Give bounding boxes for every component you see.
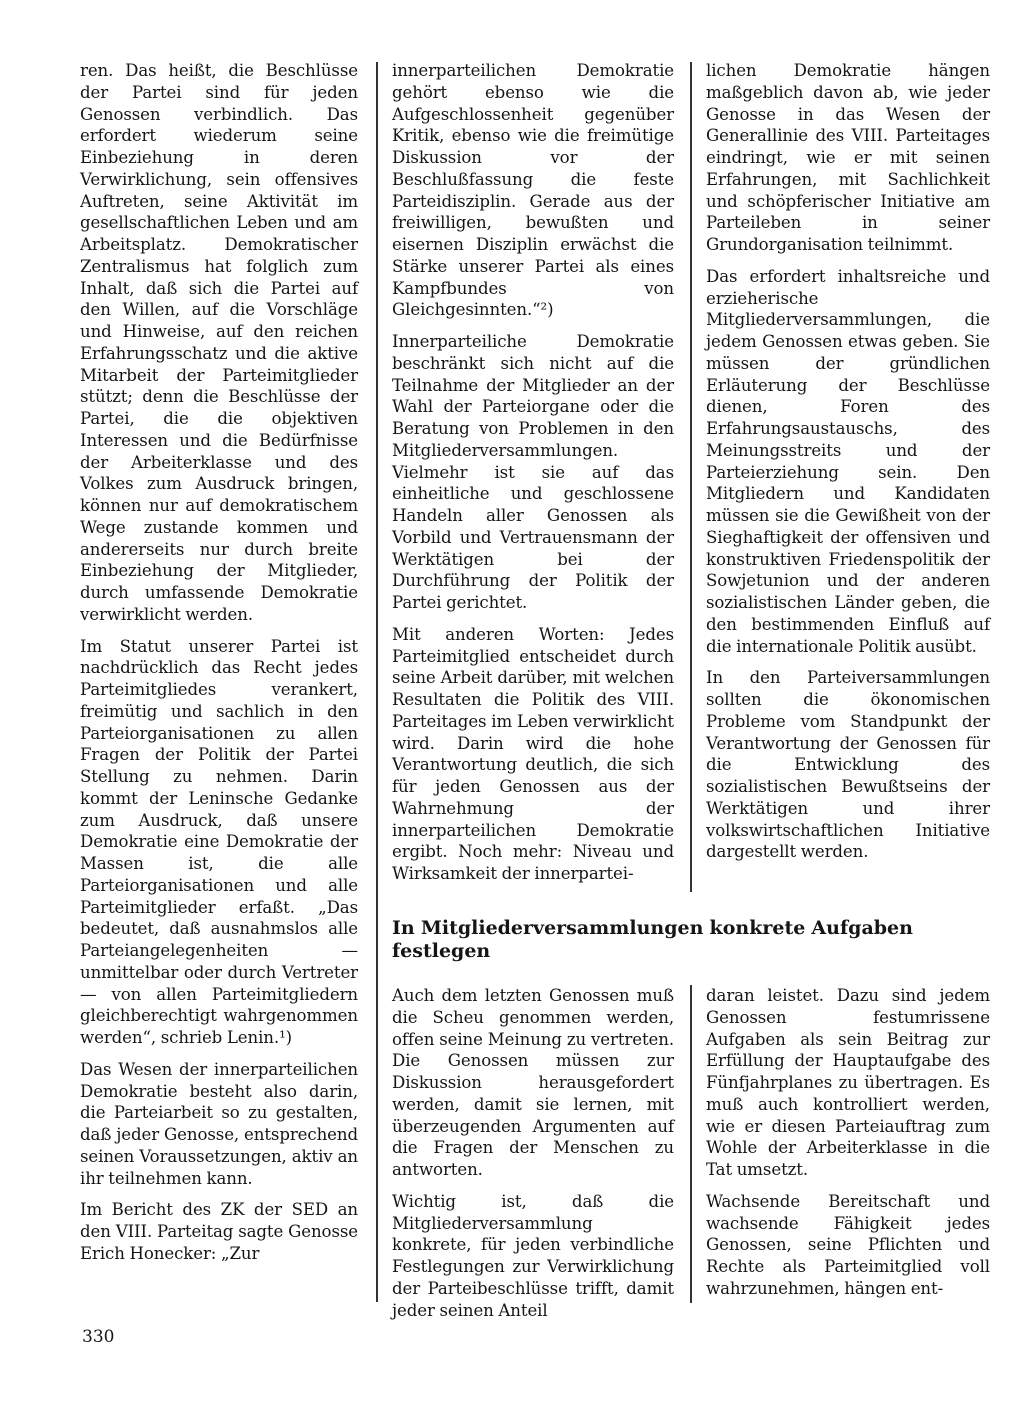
paragraph: In den Parteiversammlungen sollten die ökonomischen Probleme vom Standpunkt der Verantwortung der Genossen für die Entwicklung des sozialistischen Bewußtseins der Werktätigen und ihrer volkswirtschaftlichen Initiative dargestellt werden. <box>706 668 990 862</box>
paragraph: Das Wesen der innerparteilichen Demokratie besteht also darin, die Parteiarbeit so zu gestalten, daß jeder Genosse, entsprechend seinen Voraussetzungen, aktiv an ihr teilnehmen kann. <box>80 1059 358 1188</box>
column-divider <box>690 985 692 1303</box>
paragraph: Wichtig ist, daß die Mitgliederversammlung konkrete, für jeden verbindliche Festlegungen zur Verwirklichung der Parteibeschlüsse trifft, damit jeder seinen Anteil <box>392 1191 674 1320</box>
paragraph: Das erfordert inhaltsreiche und erzieherische Mitgliederversammlungen, die jedem Genossen etwas geben. Sie müssen der gründlichen Erläuterung der Beschlüsse dienen, Foren des Erfahrungsaustauschs, des Meinungsstreits und der Parteierziehung sein. Den Mitgliedern und Kandidaten müssen sie die Gewißheit von der Sieghaftigkeit der offensiven und konstruktiven Friedenspolitik der Sowjetunion und der anderen sozialistischen Länder geben, die den bestimmenden Einfluß auf die internationale Politik ausübt. <box>706 266 990 656</box>
paragraph: ren. Das heißt, die Beschlüsse der Partei sind für jeden Genossen verbindlich. Das erfordert wiederum seine Einbeziehung in deren Verwirklichung, sein offensives Auftreten, seine Aktivität im gesellschaftlichen Leben und am Arbeitsplatz. Demokratischer Zentralismus hat folglich zum Inhalt, daß sich die Partei auf den Willen, auf die Vorschläge und Hinweise, auf den reichen Erfahrungsschatz und die aktive Mitarbeit der Parteimitglieder stützt; denn die Beschlüsse der Partei, die die objektiven Interessen und die Bedürfnisse der Arbeiterklasse und des Volkes zum Ausdruck bringen, können nur auf demokratischem Wege zustande kommen und andererseits nur durch breite Einbeziehung der Mitglieder, durch umfassende Demokratie verwirklicht werden. <box>80 61 358 624</box>
paragraph: Mit anderen Worten: Jedes Parteimitglied entscheidet durch seine Arbeit darüber, mit welchen Resultaten die Politik des VIII. Parteitages im Leben verwirklicht wird. Darin wird die hohe Verantwortung deutlich, die sich für jeden Genossen aus der Wahrnehmung der innerparteilichen Demokratie ergibt. Noch mehr: Niveau und Wirksamkeit der innerpartei- <box>392 624 674 883</box>
section-heading: In Mitgliederversammlungen konkrete Aufgaben festlegen <box>392 917 913 962</box>
paragraph: Im Statut unserer Partei ist nachdrücklich das Recht jedes Parteimitgliedes verankert, freimütig und sachlich in den Parteiorganisationen zu allen Fragen der Politik der Partei Stellung zu nehmen. Darin kommt der Leninsche Gedanke zum Ausdruck, daß unsere Demokratie eine Demokratie der Massen ist, die alle Parteiorganisationen und alle Parteimitglieder erfaßt. „Das bedeutet, daß ausnahmslos alle Parteiangelegenheiten — unmittelbar oder durch Vertreter — von allen Parteimitgliedern gleichberechtigt wahrgenommen werden“, schrieb Lenin.¹) <box>80 636 358 1047</box>
paragraph: Innerparteiliche Demokratie beschränkt sich nicht auf die Teilnahme der Mitglieder an der Wahl der Parteiorgane oder die Beratung von Problemen in den Mitgliederversammlungen. Vielmehr ist sie auf das einheitliche und geschlossene Handeln aller Genossen als Vorbild und Vertrauensmann der Werktätigen bei der Durchführung der Politik der Partei gerichtet. <box>392 332 674 612</box>
paragraph: daran leistet. Dazu sind jedem Genossen festumrissene Aufgaben als sein Beitrag zur Erfüllung der Hauptaufgabe des Fünfjahrplanes zu übertragen. Es muß auch kontrolliert werden, wie er diesen Parteiauftrag zum Wohle der Arbeiterklasse in die Tat umsetzt. <box>706 986 990 1179</box>
paragraph: Auch dem letzten Genossen muß die Scheu genommen werden, offen seine Meinung zu vertreten. Die Genossen müssen zur Diskussion herausgefordert werden, damit sie lernen, mit überzeugenden Argumenten auf die Fragen der Menschen zu antworten. <box>392 986 674 1179</box>
column-divider <box>690 62 692 892</box>
paragraph: lichen Demokratie hängen maßgeblich davon ab, wie jeder Genosse in das Wesen der Generallinie des VIII. Parteitages eindringt, wie er mit seinen Erfahrungen, mit Sachlichkeit und schöpferischer Initiative am Parteileben in seiner Grundorganisation teilnimmt. <box>706 61 990 254</box>
text-column-4 <box>392 985 674 1321</box>
column-divider <box>376 62 378 1302</box>
text-column-3 <box>706 60 990 863</box>
page-number: 330 <box>82 1327 115 1347</box>
paragraph: Im Bericht des ZK der SED an den VIII. Parteitag sagte Genosse Erich Honecker: „Zur <box>80 1200 358 1263</box>
paragraph: innerparteilichen Demokratie gehört ebenso wie die Aufgeschlossenheit gegenüber Kritik, ebenso wie die freimütige Diskussion vor der Beschlußfassung die feste Parteidisziplin. Gerade aus der freiwilligen, bewußten und eisernen Disziplin erwächst die Stärke unserer Partei als eines Kampfbundes von Gleichgesinnten.“²) <box>392 61 674 320</box>
text-column-5 <box>706 985 990 1300</box>
text-column-1 <box>80 60 358 1265</box>
paragraph: Wachsende Bereitschaft und wachsende Fähigkeit jedes Genossen, seine Pflichten und Rechte als Parteimitglied voll wahrzunehmen, hängen ent- <box>706 1191 990 1298</box>
text-column-2 <box>392 60 674 885</box>
